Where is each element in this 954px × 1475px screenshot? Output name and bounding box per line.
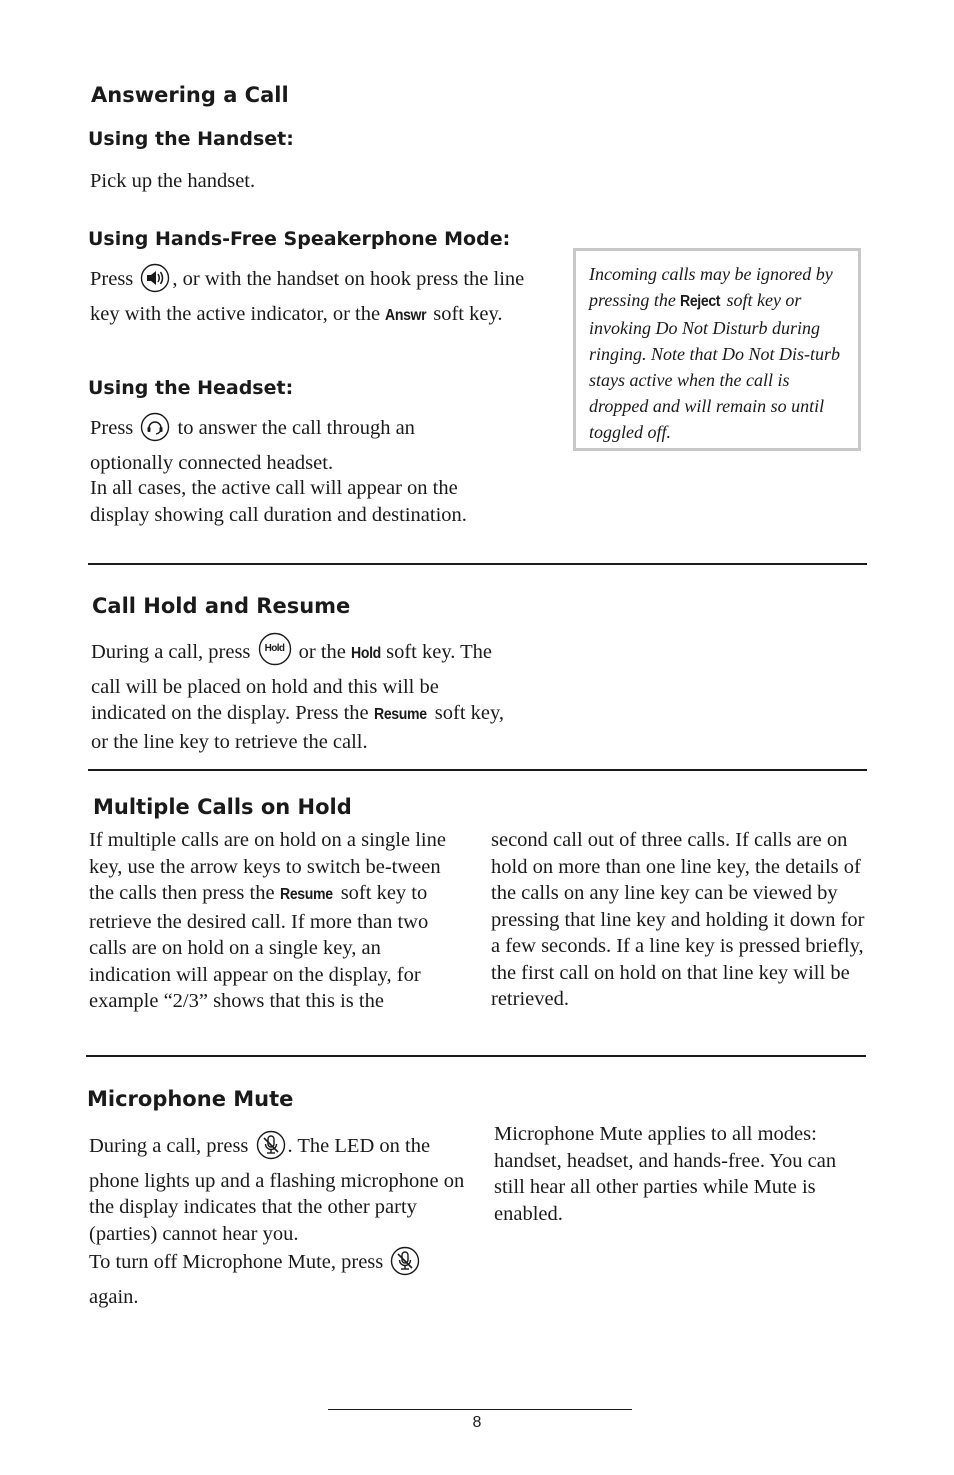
softkey-resume: Resume [279, 886, 333, 903]
softkey-hold: Hold [351, 645, 381, 662]
softkey-resume: Resume [373, 706, 427, 723]
subheading-headset: Using the Headset: [88, 377, 294, 399]
mute-off-text: To turn off Microphone Mute, press again. [89, 1246, 471, 1310]
section-title-multiple: Multiple Calls on Hold [93, 795, 352, 819]
handset-text: Pick up the handset. [90, 170, 256, 192]
speaker-key-icon [140, 263, 170, 301]
section-title-hold: Call Hold and Resume [92, 594, 351, 618]
multiple-right-text: second call out of three calls. If calls are on hold on more than one line key, the details of the calls on any line key can be viewed by pressing that line key and holding it down for a few seconds. If a line key is pressed briefly, the first call on hold on that line key will be retrieved. [491, 829, 865, 1010]
section-divider [86, 1055, 866, 1057]
hold-key-icon [258, 632, 292, 674]
hold-text: During a call, press Hold or the Hold soft key. The call will be placed on hold and this will be indicated on the display. Press the Resume soft key, or the line key to retrieve the call. [91, 632, 511, 755]
subheading-handset: Using the Handset: [88, 128, 294, 150]
mute-key-icon [390, 1246, 420, 1284]
mute-text: During a call, press . The LED on the phone lights up and a flashing microphone on the display indicates that the other party (parties) cannot hear you. [89, 1130, 471, 1247]
section-title-mute: Microphone Mute [87, 1087, 294, 1111]
mute-right-text: Microphone Mute applies to all modes: handset, headset, and hands-free. You can still hear all other parties while Mute is enabled. [494, 1123, 837, 1225]
section-title-answering: Answering a Call [91, 83, 289, 107]
multiple-left-text: If multiple calls are on hold on a single line key, use the arrow keys to switch be-tween the calls then press the Resume soft key to retrieve the desired call. If more than two calls are on hold on a single key, an indication will appear on the display, for example “2/3” shows that this is the [89, 829, 446, 1012]
note-text: Incoming calls may be ignored by pressing the Reject soft key or invoking Do Not Disturb during ringing. Note that Do Not Dis-turb stays active when the call is dropped and will remain so until toggled off. [589, 264, 841, 442]
section-divider [88, 563, 867, 565]
softkey-reject: Reject [680, 293, 721, 310]
page-number: 8 [472, 1414, 482, 1431]
mute-key-icon [256, 1130, 286, 1168]
note-box [573, 248, 861, 451]
hold-key-label: Hold [264, 643, 285, 654]
subheading-speakerphone: Using Hands-Free Speakerphone Mode: [88, 228, 511, 250]
headset-text: Press to answer the call through an optionally connected headset. [90, 412, 490, 476]
speakerphone-text: Press , or with the handset on hook press the line key with the active indicator, or the Answr soft key. [90, 263, 530, 329]
all-cases-text: In all cases, the active call will appear on the display showing call duration and destination. [90, 477, 467, 526]
headset-key-icon [140, 412, 170, 450]
section-divider [88, 769, 867, 771]
softkey-answr: Answr [385, 306, 427, 324]
footer-rule [328, 1409, 632, 1410]
